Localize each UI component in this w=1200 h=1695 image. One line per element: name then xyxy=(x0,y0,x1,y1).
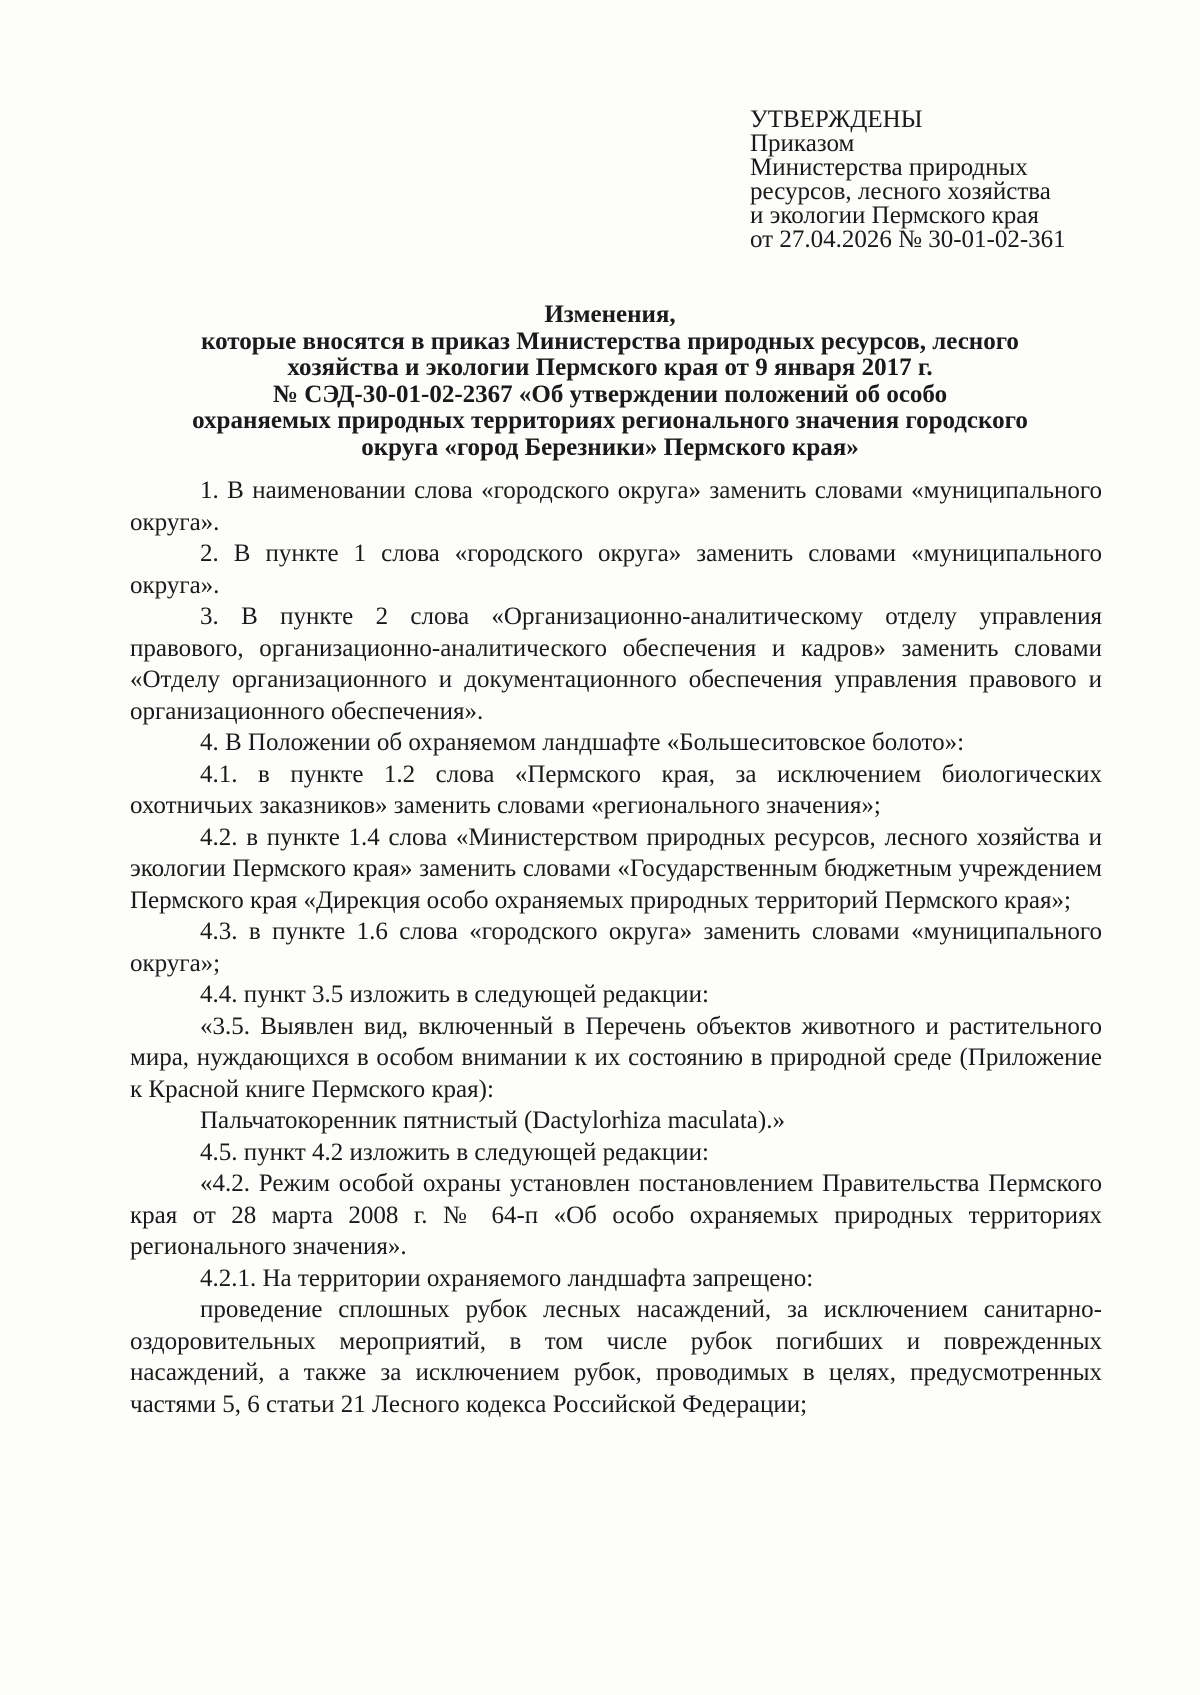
paragraph: 3. В пункте 2 слова «Организационно-аналитическому отделу управления правового, организационно-аналитического обеспечения и кадров» заменить словами «Отделу организационного и документационного обеспечения управления правового и организационного обеспечения». xyxy=(130,603,1102,725)
approval-line: и экологии Пермского края xyxy=(750,202,1039,229)
approval-stamp xyxy=(750,108,1170,252)
approval-line: от 27.04.2026 № 30-01-02-361 xyxy=(750,226,1066,253)
approval-line: Приказом xyxy=(750,130,855,157)
approval-line: ресурсов, лесного хозяйства xyxy=(750,178,1051,205)
approval-line: УТВЕРЖДЕНЫ xyxy=(750,106,923,133)
paragraph: проведение сплошных рубок лесных насаждений, за исключением санитарно-оздоровительных мероприятий, в том числе рубок погибших и поврежденных насаждений, а также за исключением рубок, проводимых в целях, предусмотренных частями 5, 6 статьи 21 Лесного кодекса Российской Федерации; xyxy=(130,1296,1102,1418)
paragraph: 4. В Положении об охраняемом ландшафте «Большеситовское болото»: xyxy=(200,729,965,756)
paragraph: «3.5. Выявлен вид, включенный в Перечень объектов животного и растительного мира, нуждающихся в особом внимании к их состоянию в природной среде (Приложение к Красной книге Пермского края): xyxy=(130,1012,1102,1103)
paragraph: 2. В пункте 1 слова «городского округа» заменить словами «муниципального округа». xyxy=(130,540,1102,599)
title-line: Изменения, xyxy=(544,301,676,328)
title-line: охраняемых природных территориях регионального значения городского xyxy=(192,407,1028,434)
paragraph: 4.5. пункт 4.2 изложить в следующей редакции: xyxy=(200,1138,709,1166)
paragraph: 4.3. в пункте 1.6 слова «городского округа» заменить словами «муниципального округа»; xyxy=(130,918,1102,977)
paragraph: Пальчатокоренник пятнистый (Dactylorhiza maculata).» xyxy=(200,1107,785,1134)
title-line: хозяйства и экологии Пермского края от 9 января 2017 г. xyxy=(287,354,933,381)
paragraph: 4.4. пункт 3.5 изложить в следующей редакции: xyxy=(200,981,709,1008)
paragraph: 1. В наименовании слова «городского округа» заменить словами «муниципального округа». xyxy=(130,477,1102,536)
title-line: № СЭД-30-01-02-2367 «Об утверждении положений об особо xyxy=(272,380,948,408)
approval-line: Министерства природных xyxy=(750,154,1028,181)
paragraph: 4.2. в пункте 1.4 слова «Министерством природных ресурсов, лесного хозяйства и экологии Пермского края» заменить словами «Государственным бюджетным учреждением Пермского края «Дирекция особо охраняемых природных территорий Пермского края»; xyxy=(130,823,1102,914)
title-line: которые вносятся в приказ Министерства природных ресурсов, лесного xyxy=(201,327,1019,355)
paragraph: «4.2. Режим особой охраны установлен постановлением Правительства Пермского края от 28 марта 2008 г. № 64-п «Об особо охраняемых природных территориях регионального значения». xyxy=(130,1170,1102,1260)
document-title xyxy=(120,302,1100,461)
paragraph: 4.1. в пункте 1.2 слова «Пермского края, за исключением биологических охотничьих заказников» заменить словами «регионального значения»; xyxy=(130,760,1102,819)
document-body xyxy=(130,475,1102,1420)
title-line: округа «город Березники» Пермского края» xyxy=(361,433,859,461)
paragraph: 4.2.1. На территории охраняемого ландшафта запрещено: xyxy=(200,1264,814,1292)
